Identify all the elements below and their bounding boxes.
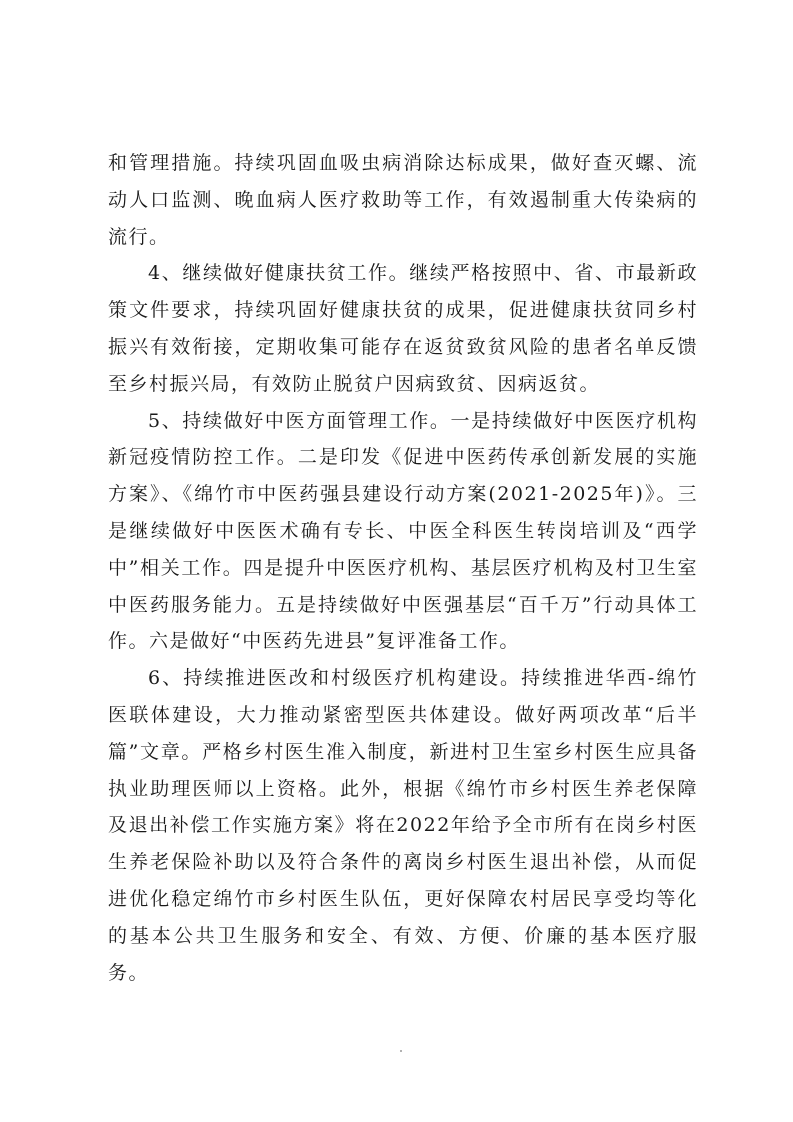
document-body [108, 145, 698, 991]
paragraph-health-poverty: 4、继续做好健康扶贫工作。继续严格按照中、省、市最新政策文件要求，持续巩固好健康扶贫的成果，促进健康扶贫同乡村振兴有效衔接，定期收集可能存在返贫致贫风险的患者名单反馈至乡村振兴局，有效防止脱贫户因病致贫、因病返贫。 [108, 262, 698, 395]
paragraph-medical-reform: 6、持续推进医改和村级医疗机构建设。持续推进华西-绵竹医联体建设，大力推动紧密型医共体建设。做好两项改革“后半篇”文章。严格乡村医生准入制度，新进村卫生室乡村医生应具备执业助理医师以上资格。此外，根据《绵竹市乡村医生养老保障及退出补偿工作实施方案》将在2022年给予全市所有在岗乡村医生养老保险补助以及符合条件的离岗乡村医生退出补偿，从而促进优化稳定绵竹市乡村医生队伍，更好保障农村居民享受均等化的基本公共卫生服务和安全、有效、方便、价廉的基本医疗服务。 [108, 667, 698, 984]
page-mark [400, 1050, 402, 1052]
paragraph-continuation: 和管理措施。持续巩固血吸虫病消除达标成果，做好查灭螺、流动人口监测、晚血病人医疗救助等工作，有效遏制重大传染病的流行。 [108, 152, 698, 248]
paragraph-tcm-management: 5、持续做好中医方面管理工作。一是持续做好中医医疗机构新冠疫情防控工作。二是印发《促进中医药传承创新发展的实施方案》、《绵竹市中医药强县建设行动方案(2021-2025年)》。三是继续做好中医医术确有专长、中医全科医生转岗培训及“西学中”相关工作。四是提升中医医疗机构、基层医疗机构及村卫生室中医药服务能力。五是持续做好中医强基层“百千万”行动具体工作。六是做好“中医药先进县”复评准备工作。 [108, 409, 698, 653]
